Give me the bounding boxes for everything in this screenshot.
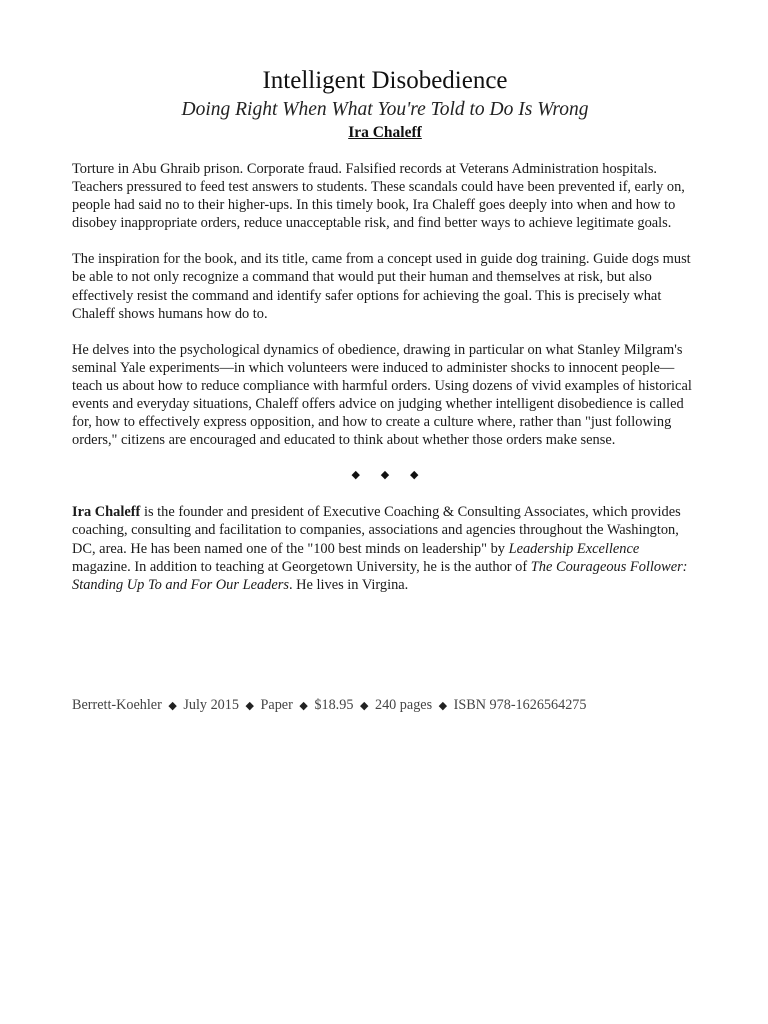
description-paragraph-3: He delves into the psychological dynamics of obedience, drawing in particular on what Stanley Milgram's seminal Yale experiments—in which volunteers were induced to administer shocks to innocent people—teach us about how to reduce compliance with harmful orders. Using dozens of vivid examples of historical events and everyday situations, Chaleff offers advice on judging whether intelligent disobedience is called for, how to effectively express opposition, and how to create a culture where, rather than "just following orders," citizens are encouraged and educated to think about whether those orders make sense.	[72, 341, 692, 449]
author-bio	[72, 503, 698, 593]
bio-other-book: The Courageous Follower: Standing Up To and For Our Leaders	[72, 558, 688, 593]
section-divider	[72, 467, 698, 483]
diamond-icon: ◆	[380, 469, 390, 482]
book-price: $18.95	[314, 697, 354, 713]
bio-text-3: . He lives in Virgina.	[288, 576, 409, 593]
diamond-separator-icon: ◆	[245, 700, 254, 712]
book-format: Paper	[260, 697, 293, 713]
publication-date: July 2015	[183, 697, 239, 713]
book-author: Ira Chaleff	[348, 124, 422, 141]
document-page	[72, 64, 698, 594]
description-paragraph-2: The inspiration for the book, and its title, came from a concept used in guide dog training. Guide dogs must be able to not only recognize a command that would put their human and themselves at risk, but also effectively resist the command and identify safer options for achieving the goal. This is precisely what Chaleff shows humans how do to.	[72, 251, 691, 322]
diamond-separator-icon: ◆	[359, 700, 369, 712]
description-paragraph-1: Torture in Abu Ghraib prison. Corporate fraud. Falsified records at Veterans Administration hospitals. Teachers pressured to feed test answers to students. These scandals could have been prevented if, early on, people had said no to their higher-ups. In this timely book, Ira Chaleff goes deeply into when and how to disobey inappropriate orders, reduce unacceptable risk, and find better ways to achieve legitimate goals.	[72, 161, 685, 232]
publication-details	[72, 696, 587, 715]
diamond-separator-icon: ◆	[168, 700, 177, 712]
bio-text-1: is the founder and president of Executive Coaching & Consulting Associates, which provides coaching, consulting and facilitation to companies, associations and agencies throughout the Washington, DC, area. He has been named one of the "100 best minds on leadership" by	[72, 504, 681, 557]
page-count: 240 pages	[374, 697, 433, 713]
bio-author-name: Ira Chaleff	[72, 504, 141, 521]
bio-magazine-name: Leadership Excellence	[508, 540, 640, 557]
diamond-separator-icon: ◆	[438, 700, 448, 712]
diamond-icon: ◆	[409, 469, 419, 482]
bio-text-2: magazine. In addition to teaching at Georgetown University, he is the author of	[72, 558, 531, 575]
book-title: Intelligent Disobedience	[262, 67, 508, 94]
publisher: Berrett-Koehler	[72, 697, 162, 713]
book-subtitle: Doing Right When What You're Told to Do Is Wrong	[181, 99, 589, 120]
book-isbn: ISBN 978-1626564275	[453, 697, 587, 713]
diamond-icon: ◆	[351, 469, 361, 482]
diamond-separator-icon: ◆	[299, 700, 308, 712]
